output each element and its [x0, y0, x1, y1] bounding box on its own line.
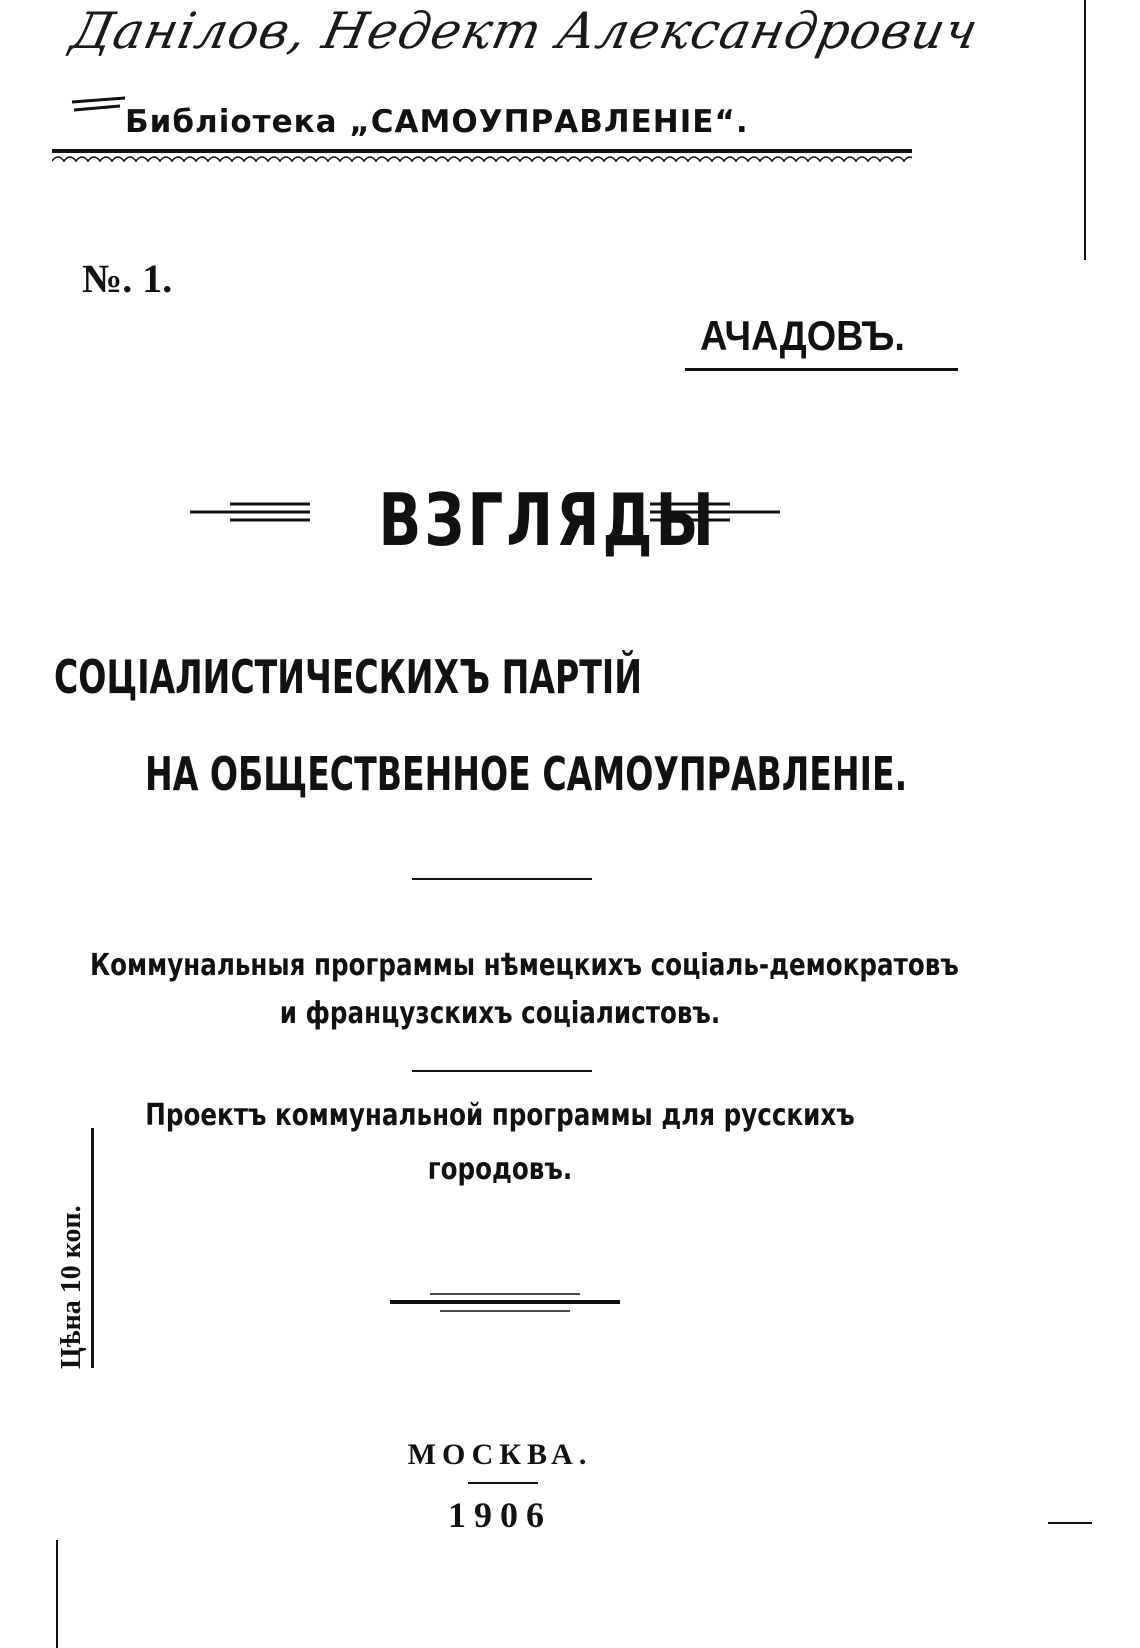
price-bar — [91, 1128, 94, 1368]
contents-line-4: городовъ. — [427, 1152, 573, 1187]
contents-line-3: Проектъ коммунальной программы для русскихъ — [145, 1098, 855, 1133]
imprint-city: МОСКВА. — [407, 1438, 593, 1471]
main-title: ВЗГЛЯДЫ — [378, 478, 717, 562]
contents-line-1: Коммунальныя программы нѣмецкихъ соціаль-демократовъ — [90, 948, 959, 983]
price-label: Цѣна 10 коп. — [56, 1205, 87, 1369]
subtitle-line-2: НА ОБЩЕСТВЕННОЕ САМОУПРАВЛЕНІЕ. — [145, 747, 908, 801]
city-underline — [468, 1482, 538, 1484]
author-underline — [685, 368, 958, 371]
author-name: АЧАДОВЪ. — [700, 312, 905, 359]
contents-line-2: и французскихъ соціалистовъ. — [279, 996, 721, 1031]
scan-edge-mark — [1048, 1522, 1092, 1524]
scan-edge-line — [1084, 0, 1086, 260]
issue-number: №. 1. — [82, 256, 173, 301]
header-wavy-rule — [52, 148, 912, 170]
separator-rule — [412, 878, 592, 880]
library-series-title: Библіотека „САМОУПРАВЛЕНІЕ“. — [125, 104, 749, 140]
handwritten-inscription: Данілов, Недект Александрович — [66, 2, 984, 60]
ornamental-rule — [390, 1290, 620, 1316]
subtitle-line-1: СОЦІАЛИСТИЧЕСКИХЪ ПАРТІЙ — [54, 650, 642, 704]
handwritten-dash — [70, 96, 130, 116]
imprint-year: 1906 — [448, 1495, 552, 1535]
scan-edge-line — [56, 1540, 58, 1648]
separator-rule — [412, 1070, 592, 1072]
